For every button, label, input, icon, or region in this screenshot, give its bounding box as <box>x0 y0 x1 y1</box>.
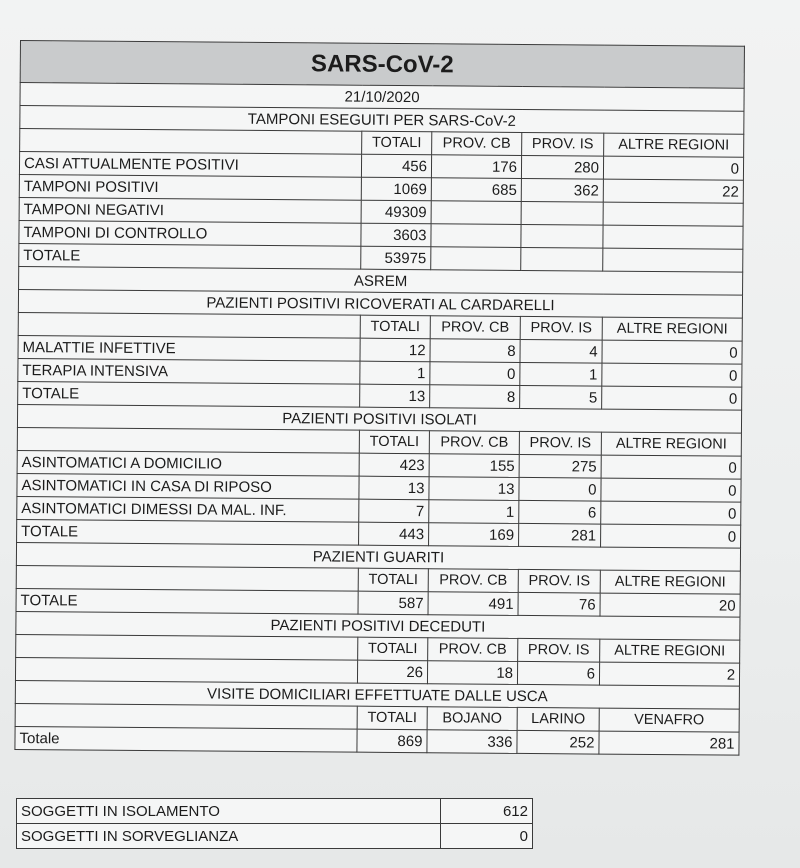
cell-value: 685 <box>431 178 521 202</box>
column-header: PROV. IS <box>520 316 602 340</box>
cell-value: 6 <box>519 500 601 524</box>
row-label: TOTALE <box>17 519 359 545</box>
report-date: 21/10/2020 <box>20 83 744 112</box>
cell-value: 280 <box>521 155 603 179</box>
cell-value: 6 <box>517 661 599 685</box>
row-label: TAMPONI DI CONTROLLO <box>19 220 361 246</box>
column-header: TOTALI <box>358 568 428 592</box>
cell-value: 0 <box>602 340 742 364</box>
cell-value: 22 <box>603 179 743 203</box>
cell-value: 0 <box>602 363 742 387</box>
column-header: PROV. CB <box>428 569 518 593</box>
cell-value: 491 <box>428 592 518 616</box>
row-label: Totale <box>15 726 357 752</box>
cell-value <box>521 224 603 248</box>
column-header: TOTALI <box>362 131 432 155</box>
guariti-heading: PAZIENTI GUARITI <box>16 542 740 571</box>
cell-value <box>521 201 603 225</box>
cell-value: 49309 <box>361 200 431 224</box>
cell-value: 3603 <box>361 223 431 247</box>
row-label: ASINTOMATICI IN CASA DI RIPOSO <box>17 473 359 499</box>
empty-cell <box>15 703 357 729</box>
cell-value: 20 <box>600 593 740 617</box>
cell-value: 5 <box>520 385 602 409</box>
column-header: ALTRE REGIONI <box>600 570 740 594</box>
cell-value: 1 <box>360 361 430 385</box>
row-label: ASINTOMATICI DIMESSI DA MAL. INF. <box>17 496 359 522</box>
cell-value: 18 <box>427 661 517 685</box>
cell-value: 0 <box>601 478 741 502</box>
column-header: PROV. IS <box>522 132 604 156</box>
cell-value <box>521 247 603 271</box>
cell-value <box>431 224 521 248</box>
row-label: TOTALE <box>18 381 360 407</box>
empty-cell <box>20 129 362 155</box>
cell-value: 0 <box>441 824 533 849</box>
row-label: MALATTIE INFETTIVE <box>18 335 360 361</box>
report-title: SARS-CoV-2 <box>20 41 744 89</box>
isolati-heading: PAZIENTI POSITIVI ISOLATI <box>17 404 741 433</box>
column-header: ALTRE REGIONI <box>602 317 742 341</box>
cell-value: 176 <box>431 155 521 179</box>
cell-value: 155 <box>429 454 519 478</box>
row-label <box>15 657 357 683</box>
cell-value: 336 <box>427 730 517 754</box>
cell-value: 587 <box>358 591 428 615</box>
cell-value: 0 <box>601 524 741 548</box>
cell-value: 76 <box>518 592 600 616</box>
column-header: ALTRE REGIONI <box>601 432 741 456</box>
cell-value: 7 <box>359 499 429 523</box>
cell-value: 362 <box>521 178 603 202</box>
row-label: TOTALE <box>16 588 358 614</box>
cell-value: 13 <box>360 384 430 408</box>
cell-value <box>431 201 521 225</box>
column-header: TOTALI <box>358 637 428 661</box>
usca-heading: VISITE DOMICILIARI EFFETTUATE DALLE USCA <box>15 680 739 709</box>
column-header: PROV. IS <box>519 431 601 455</box>
cell-value: 0 <box>430 362 520 386</box>
cell-value: 869 <box>357 729 427 753</box>
row-label: TAMPONI NEGATIVI <box>19 197 361 223</box>
column-header: LARINO <box>517 707 599 731</box>
cell-value: 1 <box>520 362 602 386</box>
column-header: BOJANO <box>427 707 517 731</box>
row-label: TERAPIA INTENSIVA <box>18 358 360 384</box>
cell-value: 456 <box>361 154 431 178</box>
column-header: TOTALI <box>360 315 430 339</box>
column-header: TOTALI <box>357 706 427 730</box>
deceduti-heading: PAZIENTI POSITIVI DECEDUTI <box>16 611 740 640</box>
cell-value: 252 <box>517 730 599 754</box>
cell-value: 26 <box>357 660 427 684</box>
cell-value: 53975 <box>361 246 431 270</box>
column-header: PROV. CB <box>432 132 522 156</box>
column-header: ALTRE REGIONI <box>600 639 740 663</box>
cell-value: 423 <box>359 453 429 477</box>
column-header: PROV. CB <box>428 638 518 662</box>
row-label: TAMPONI POSITIVI <box>19 174 361 200</box>
cell-value: 13 <box>429 477 519 501</box>
tamponi-heading: TAMPONI ESEGUITI PER SARS-CoV-2 <box>20 106 744 135</box>
row-label: TOTALE <box>19 243 361 269</box>
row-label: SOGGETTI IN SORVEGLIANZA <box>17 824 441 849</box>
cell-value: 1 <box>429 500 519 524</box>
cell-value <box>603 202 743 226</box>
ricoverati-heading: PAZIENTI POSITIVI RICOVERATI AL CARDARELLI <box>18 289 742 318</box>
cell-value: 2 <box>599 662 739 686</box>
cell-value: 0 <box>601 455 741 479</box>
cell-value <box>431 247 521 271</box>
cell-value <box>603 225 743 249</box>
cell-value: 13 <box>359 476 429 500</box>
empty-cell <box>16 634 358 660</box>
cell-value: 275 <box>519 454 601 478</box>
row-label: SOGGETTI IN ISOLAMENTO <box>17 799 441 824</box>
cell-value: 169 <box>429 523 519 547</box>
cell-value: 281 <box>519 523 601 547</box>
table-row <box>17 824 533 849</box>
table-row <box>17 799 533 824</box>
soggetti-table <box>16 798 533 849</box>
empty-cell <box>16 565 358 591</box>
column-header: VENAFRO <box>599 708 739 732</box>
column-header: TOTALI <box>359 430 429 454</box>
column-header: PROV. IS <box>518 569 600 593</box>
cell-value: 12 <box>360 338 430 362</box>
cell-value <box>603 248 743 272</box>
cell-value: 0 <box>602 386 742 410</box>
cell-value: 0 <box>601 501 741 525</box>
column-header: PROV. CB <box>429 431 519 455</box>
row-label: CASI ATTUALMENTE POSITIVI <box>19 152 361 178</box>
cell-value: 0 <box>603 156 743 180</box>
asrem-heading: ASREM <box>19 266 743 295</box>
cell-value: 612 <box>441 799 533 824</box>
empty-cell <box>17 427 359 453</box>
column-header: PROV. IS <box>518 638 600 662</box>
cell-value: 443 <box>359 522 429 546</box>
covid-report-table <box>14 40 745 756</box>
cell-value: 8 <box>430 339 520 363</box>
cell-value: 4 <box>520 339 602 363</box>
cell-value: 1069 <box>361 177 431 201</box>
column-header: ALTRE REGIONI <box>604 133 744 157</box>
cell-value: 0 <box>519 477 601 501</box>
cell-value: 8 <box>430 385 520 409</box>
column-header: PROV. CB <box>430 316 520 340</box>
empty-cell <box>18 312 360 338</box>
row-label: ASINTOMATICI A DOMICILIO <box>17 450 359 476</box>
cell-value: 281 <box>599 731 739 755</box>
